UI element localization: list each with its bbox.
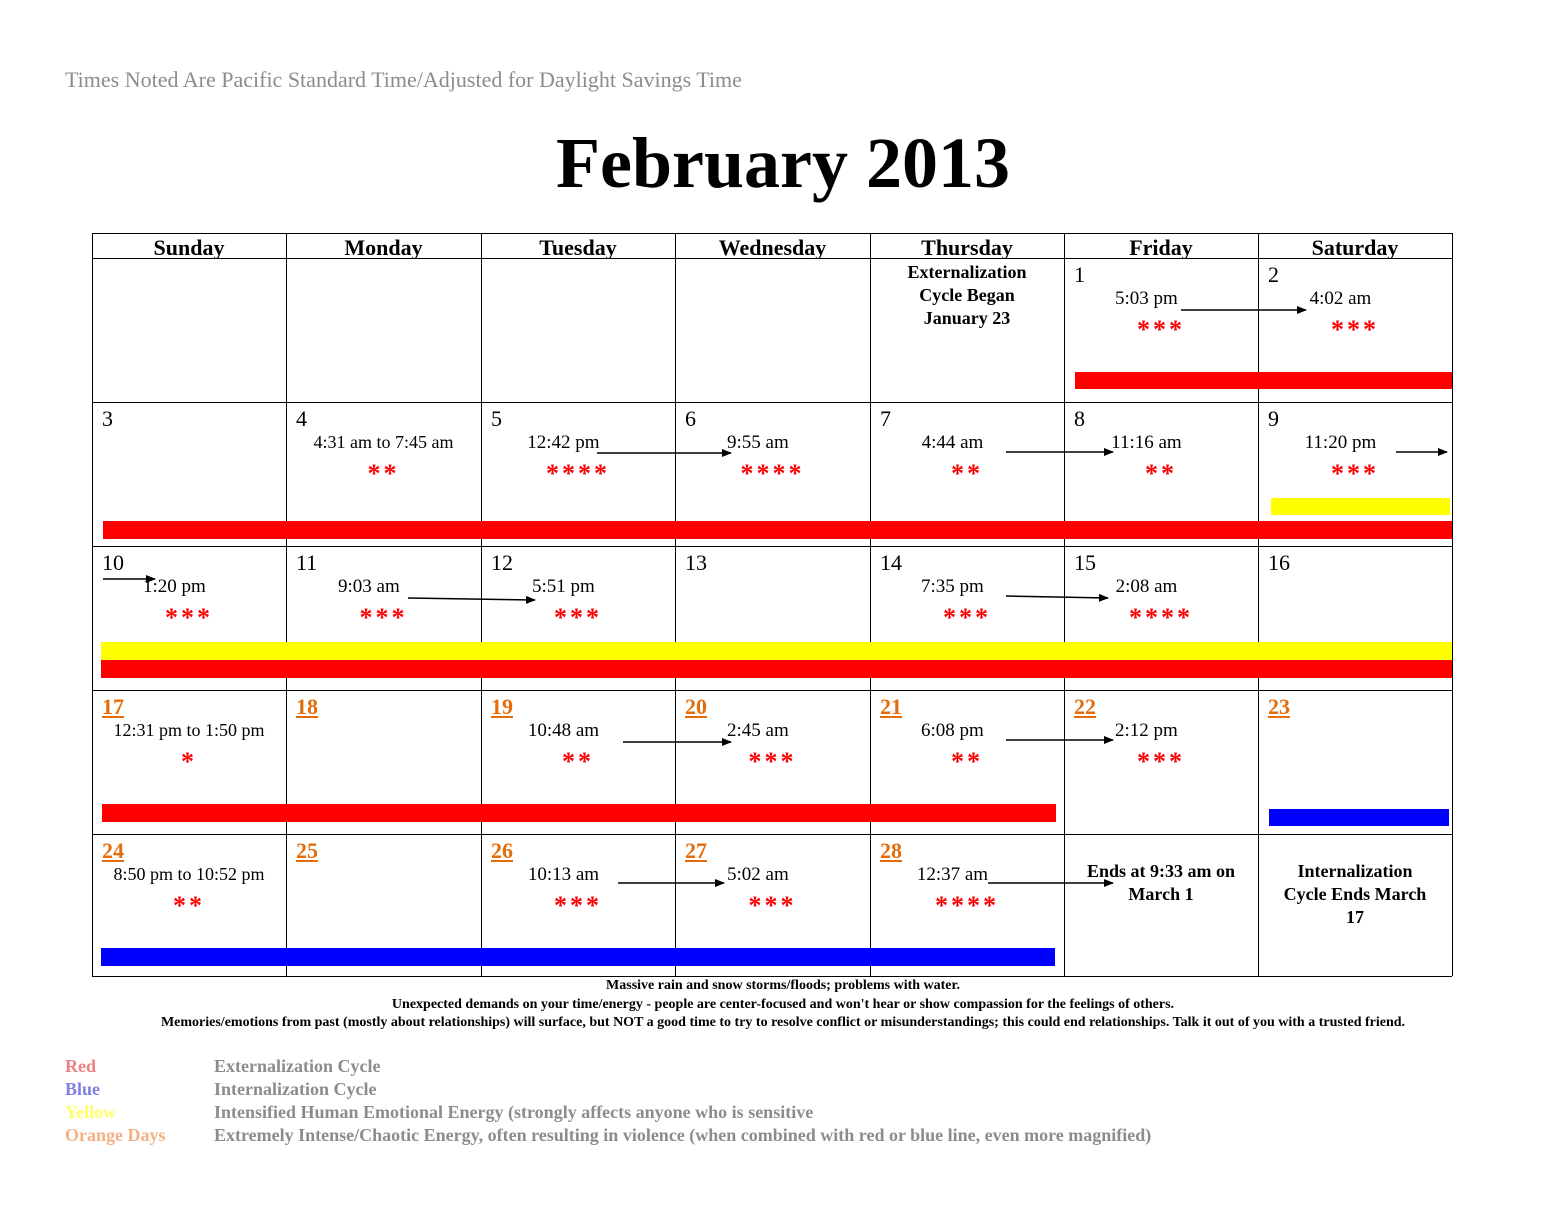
event-time: 10:13 am	[527, 864, 600, 885]
day-number: 5	[491, 406, 502, 431]
weekday-header: Monday	[344, 235, 423, 259]
intensity-stars: ****	[935, 891, 999, 920]
day-number: 23	[1268, 694, 1290, 719]
intensity-stars: *	[181, 747, 197, 776]
legend-description: Externalization Cycle	[214, 1056, 381, 1076]
intensity-stars: ***	[1137, 747, 1185, 776]
intensity-stars: ***	[554, 603, 602, 632]
event-time: 11:16 am	[1111, 432, 1182, 453]
legend-key: Red	[65, 1056, 96, 1076]
cycle-note: Externalization Cycle Began January 23	[907, 262, 1027, 328]
day-number: 24	[102, 838, 124, 863]
day-number: 20	[685, 694, 707, 719]
intensity-stars: ****	[546, 459, 610, 488]
intensity-stars: ***	[554, 891, 602, 920]
event-time: 2:45 am	[727, 720, 789, 741]
intensity-stars: ***	[1331, 315, 1379, 344]
intensity-stars: **	[173, 891, 205, 920]
day-number: 2	[1268, 262, 1279, 287]
legend-key: Blue	[65, 1079, 101, 1099]
event-time: 2:12 pm	[1115, 720, 1178, 741]
legend-description: Internalization Cycle	[214, 1079, 377, 1099]
weekday-header: Tuesday	[539, 235, 617, 259]
event-time: 9:03 am	[338, 576, 400, 597]
day-number: 15	[1074, 550, 1096, 575]
intensity-stars: **	[951, 459, 983, 488]
cycle-note: Ends at 9:33 am on March 1	[1086, 861, 1236, 904]
event-time: 5:03 pm	[1115, 288, 1178, 309]
cycle-note: Internalization Cycle Ends March 17	[1283, 861, 1427, 927]
event-time: 5:02 am	[727, 864, 789, 885]
weekday-header: Wednesday	[718, 235, 827, 259]
intensity-stars: ***	[1137, 315, 1185, 344]
day-number: 21	[880, 694, 902, 719]
day-number: 4	[296, 406, 307, 431]
intensity-stars: ****	[740, 459, 805, 488]
day-number: 16	[1268, 550, 1290, 575]
event-time: 4:02 am	[1309, 288, 1372, 309]
intensity-stars: **	[951, 747, 983, 776]
weekday-header: Friday	[1129, 235, 1193, 259]
event-time: 6:08 pm	[921, 720, 984, 741]
legend-description: Extremely Intense/Chaotic Energy, often resulting in violence (when combined with red or blue line, even more magnified)	[214, 1125, 1152, 1145]
footnote-line: Memories/emotions from past (mostly about relationships) will surface, but NOT a good time to try to resolve conflict or misunderstandings; this could end relationships. Talk it out of you with a trusted friend.	[160, 1015, 1406, 1030]
intensity-stars: ***	[943, 603, 991, 632]
day-number: 10	[102, 550, 124, 575]
day-number: 9	[1268, 406, 1279, 431]
day-number: 8	[1074, 406, 1085, 431]
day-number: 3	[102, 406, 113, 431]
page-title: February 2013	[556, 123, 1010, 203]
event-time: 12:37 am	[916, 864, 989, 885]
legend-key: Yellow	[65, 1102, 116, 1122]
intensity-stars: ***	[359, 603, 408, 632]
day-number: 13	[685, 550, 707, 575]
event-time: 10:48 am	[527, 720, 600, 741]
day-number: 11	[296, 550, 318, 575]
day-number: 19	[491, 694, 513, 719]
intensity-stars: **	[562, 747, 594, 776]
intensity-stars: ***	[748, 891, 797, 920]
day-number: 7	[880, 406, 891, 431]
day-number: 26	[491, 838, 513, 863]
intensity-stars: ***	[1331, 459, 1379, 488]
arrow-icon	[408, 598, 535, 600]
footnote-line: Massive rain and snow storms/floods; problems with water.	[606, 978, 960, 993]
day-number: 6	[685, 406, 696, 431]
event-time: 7:35 pm	[921, 576, 984, 597]
day-number: 12	[491, 550, 513, 575]
event-time: 11:20 pm	[1304, 432, 1377, 453]
day-number: 1	[1074, 262, 1085, 287]
intensity-stars: **	[367, 459, 400, 488]
intensity-stars: ***	[165, 603, 213, 632]
day-number: 17	[102, 694, 124, 719]
event-time: 12:42 pm	[527, 432, 600, 453]
intensity-stars: **	[1145, 459, 1177, 488]
arrow-icon	[1006, 596, 1108, 598]
event-time: 4:31 am to 7:45 am	[313, 432, 454, 452]
legend-description: Intensified Human Emotional Energy (strongly affects anyone who is sensitive	[214, 1102, 814, 1122]
event-time: 4:44 am	[921, 432, 984, 453]
event-time: 9:55 am	[727, 432, 789, 453]
footnote-line: Unexpected demands on your time/energy - people are center-focused and won't hear or show compassion for the feelings of others.	[391, 997, 1175, 1012]
event-time: 2:08 am	[1115, 576, 1178, 597]
day-number: 28	[880, 838, 902, 863]
day-number: 27	[685, 838, 707, 863]
day-number: 14	[880, 550, 902, 575]
event-time: 1:20 pm	[143, 576, 206, 597]
event-time: 5:51 pm	[532, 576, 595, 597]
event-time: 12:31 pm to 1:50 pm	[113, 720, 265, 740]
day-number: 22	[1074, 694, 1096, 719]
weekday-header: Saturday	[1311, 235, 1399, 259]
weekday-header: Sunday	[153, 235, 225, 259]
event-time: 8:50 pm to 10:52 pm	[113, 864, 265, 884]
day-number: 25	[296, 838, 318, 863]
legend-key: Orange Days	[65, 1125, 166, 1145]
intensity-stars: ****	[1129, 603, 1193, 632]
intensity-stars: ***	[748, 747, 797, 776]
timezone-note: Times Noted Are Pacific Standard Time/Adjusted for Daylight Savings Time	[65, 67, 742, 92]
weekday-header: Thursday	[921, 235, 1013, 259]
day-number: 18	[296, 694, 318, 719]
